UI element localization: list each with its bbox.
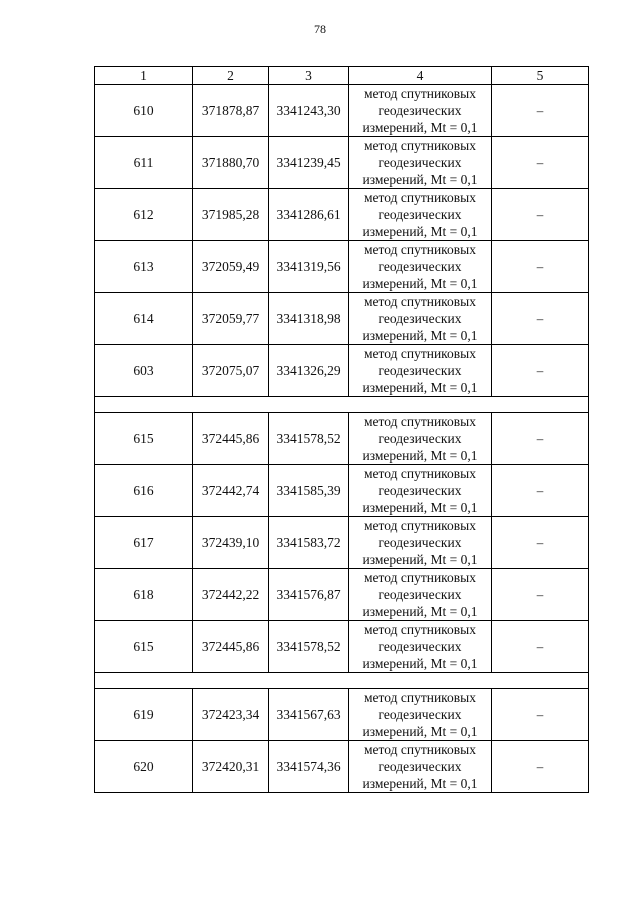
method-cell	[349, 413, 492, 465]
point-number-cell: 610	[95, 85, 193, 137]
method-line: геодезических	[378, 311, 462, 326]
x-coordinate-cell: 372420,31	[193, 741, 269, 793]
table-row	[95, 293, 589, 345]
page-number: 78	[314, 22, 326, 36]
note-cell: –	[492, 241, 589, 293]
point-number-cell: 612	[95, 189, 193, 241]
method-line: геодезических	[378, 759, 462, 774]
x-coordinate-cell: 371878,87	[193, 85, 269, 137]
method-line: измерений, Mt = 0,1	[362, 328, 478, 343]
x-coordinate-cell: 372439,10	[193, 517, 269, 569]
point-number-cell: 615	[95, 413, 193, 465]
y-coordinate-cell: 3341239,45	[269, 137, 349, 189]
method-cell	[349, 465, 492, 517]
point-number-cell: 614	[95, 293, 193, 345]
y-coordinate-cell: 3341243,30	[269, 85, 349, 137]
method-line: метод спутниковых	[364, 346, 476, 361]
method-cell	[349, 689, 492, 741]
method-line: метод спутниковых	[364, 690, 476, 705]
method-cell	[349, 345, 492, 397]
method-line: геодезических	[378, 155, 462, 170]
table-row	[95, 137, 589, 189]
point-number-cell: 620	[95, 741, 193, 793]
method-line: измерений, Mt = 0,1	[362, 448, 478, 463]
method-line: метод спутниковых	[364, 622, 476, 637]
method-line: геодезических	[378, 363, 462, 378]
method-cell	[349, 569, 492, 621]
method-line: измерений, Mt = 0,1	[362, 172, 478, 187]
method-line: геодезических	[378, 483, 462, 498]
x-coordinate-cell: 371985,28	[193, 189, 269, 241]
method-cell	[349, 741, 492, 793]
point-number-cell: 611	[95, 137, 193, 189]
method-line: геодезических	[378, 259, 462, 274]
method-line: метод спутниковых	[364, 190, 476, 205]
header-cell-1: 1	[95, 67, 193, 85]
point-number-cell: 613	[95, 241, 193, 293]
note-cell: –	[492, 137, 589, 189]
method-line: измерений, Mt = 0,1	[362, 656, 478, 671]
x-coordinate-cell: 372059,49	[193, 241, 269, 293]
method-line: измерений, Mt = 0,1	[362, 120, 478, 135]
method-line: геодезических	[378, 103, 462, 118]
y-coordinate-cell: 3341318,98	[269, 293, 349, 345]
y-coordinate-cell: 3341567,63	[269, 689, 349, 741]
x-coordinate-cell: 372445,86	[193, 621, 269, 673]
group-separator-row	[95, 397, 589, 413]
method-line: геодезических	[378, 707, 462, 722]
x-coordinate-cell: 372423,34	[193, 689, 269, 741]
y-coordinate-cell: 3341286,61	[269, 189, 349, 241]
method-cell	[349, 85, 492, 137]
table-row	[95, 345, 589, 397]
method-cell	[349, 189, 492, 241]
y-coordinate-cell: 3341578,52	[269, 413, 349, 465]
note-cell: –	[492, 345, 589, 397]
header-cell-4: 4	[349, 67, 492, 85]
note-cell: –	[492, 189, 589, 241]
table-row	[95, 241, 589, 293]
y-coordinate-cell: 3341319,56	[269, 241, 349, 293]
point-number-cell: 603	[95, 345, 193, 397]
header-cell-3: 3	[269, 67, 349, 85]
y-coordinate-cell: 3341326,29	[269, 345, 349, 397]
note-cell: –	[492, 413, 589, 465]
table-body	[95, 67, 589, 793]
method-cell	[349, 517, 492, 569]
method-line: метод спутниковых	[364, 518, 476, 533]
method-line: геодезических	[378, 207, 462, 222]
y-coordinate-cell: 3341574,36	[269, 741, 349, 793]
point-number-cell: 617	[95, 517, 193, 569]
method-line: геодезических	[378, 535, 462, 550]
table-row	[95, 189, 589, 241]
method-line: измерений, Mt = 0,1	[362, 552, 478, 567]
x-coordinate-cell: 372445,86	[193, 413, 269, 465]
point-number-cell: 619	[95, 689, 193, 741]
method-line: метод спутниковых	[364, 570, 476, 585]
method-line: измерений, Mt = 0,1	[362, 604, 478, 619]
group-separator-cell	[95, 673, 589, 689]
table-row	[95, 741, 589, 793]
x-coordinate-cell: 372059,77	[193, 293, 269, 345]
note-cell: –	[492, 85, 589, 137]
note-cell: –	[492, 621, 589, 673]
table-row	[95, 465, 589, 517]
method-line: метод спутниковых	[364, 86, 476, 101]
table-row	[95, 569, 589, 621]
note-cell: –	[492, 293, 589, 345]
method-line: метод спутниковых	[364, 294, 476, 309]
point-number-cell: 618	[95, 569, 193, 621]
method-line: измерений, Mt = 0,1	[362, 776, 478, 791]
note-cell: –	[492, 689, 589, 741]
table-row	[95, 517, 589, 569]
table-row	[95, 689, 589, 741]
method-line: метод спутниковых	[364, 138, 476, 153]
y-coordinate-cell: 3341583,72	[269, 517, 349, 569]
method-line: метод спутниковых	[364, 414, 476, 429]
coordinates-table	[94, 66, 589, 793]
table-row	[95, 85, 589, 137]
group-separator-row	[95, 673, 589, 689]
group-separator-cell	[95, 397, 589, 413]
x-coordinate-cell: 372442,22	[193, 569, 269, 621]
method-line: измерений, Mt = 0,1	[362, 276, 478, 291]
x-coordinate-cell: 372442,74	[193, 465, 269, 517]
method-line: метод спутниковых	[364, 242, 476, 257]
method-cell	[349, 241, 492, 293]
note-cell: –	[492, 465, 589, 517]
note-cell: –	[492, 517, 589, 569]
table-row	[95, 413, 589, 465]
method-line: метод спутниковых	[364, 742, 476, 757]
header-cell-2: 2	[193, 67, 269, 85]
method-cell	[349, 621, 492, 673]
method-line: измерений, Mt = 0,1	[362, 500, 478, 515]
method-cell	[349, 293, 492, 345]
method-cell	[349, 137, 492, 189]
y-coordinate-cell: 3341585,39	[269, 465, 349, 517]
method-line: измерений, Mt = 0,1	[362, 724, 478, 739]
method-line: геодезических	[378, 587, 462, 602]
y-coordinate-cell: 3341578,52	[269, 621, 349, 673]
note-cell: –	[492, 569, 589, 621]
method-line: метод спутниковых	[364, 466, 476, 481]
table-header-row	[95, 67, 589, 85]
point-number-cell: 616	[95, 465, 193, 517]
x-coordinate-cell: 371880,70	[193, 137, 269, 189]
x-coordinate-cell: 372075,07	[193, 345, 269, 397]
method-line: измерений, Mt = 0,1	[362, 380, 478, 395]
header-cell-5: 5	[492, 67, 589, 85]
point-number-cell: 615	[95, 621, 193, 673]
y-coordinate-cell: 3341576,87	[269, 569, 349, 621]
method-line: геодезических	[378, 431, 462, 446]
method-line: измерений, Mt = 0,1	[362, 224, 478, 239]
note-cell: –	[492, 741, 589, 793]
table-row	[95, 621, 589, 673]
method-line: геодезических	[378, 639, 462, 654]
